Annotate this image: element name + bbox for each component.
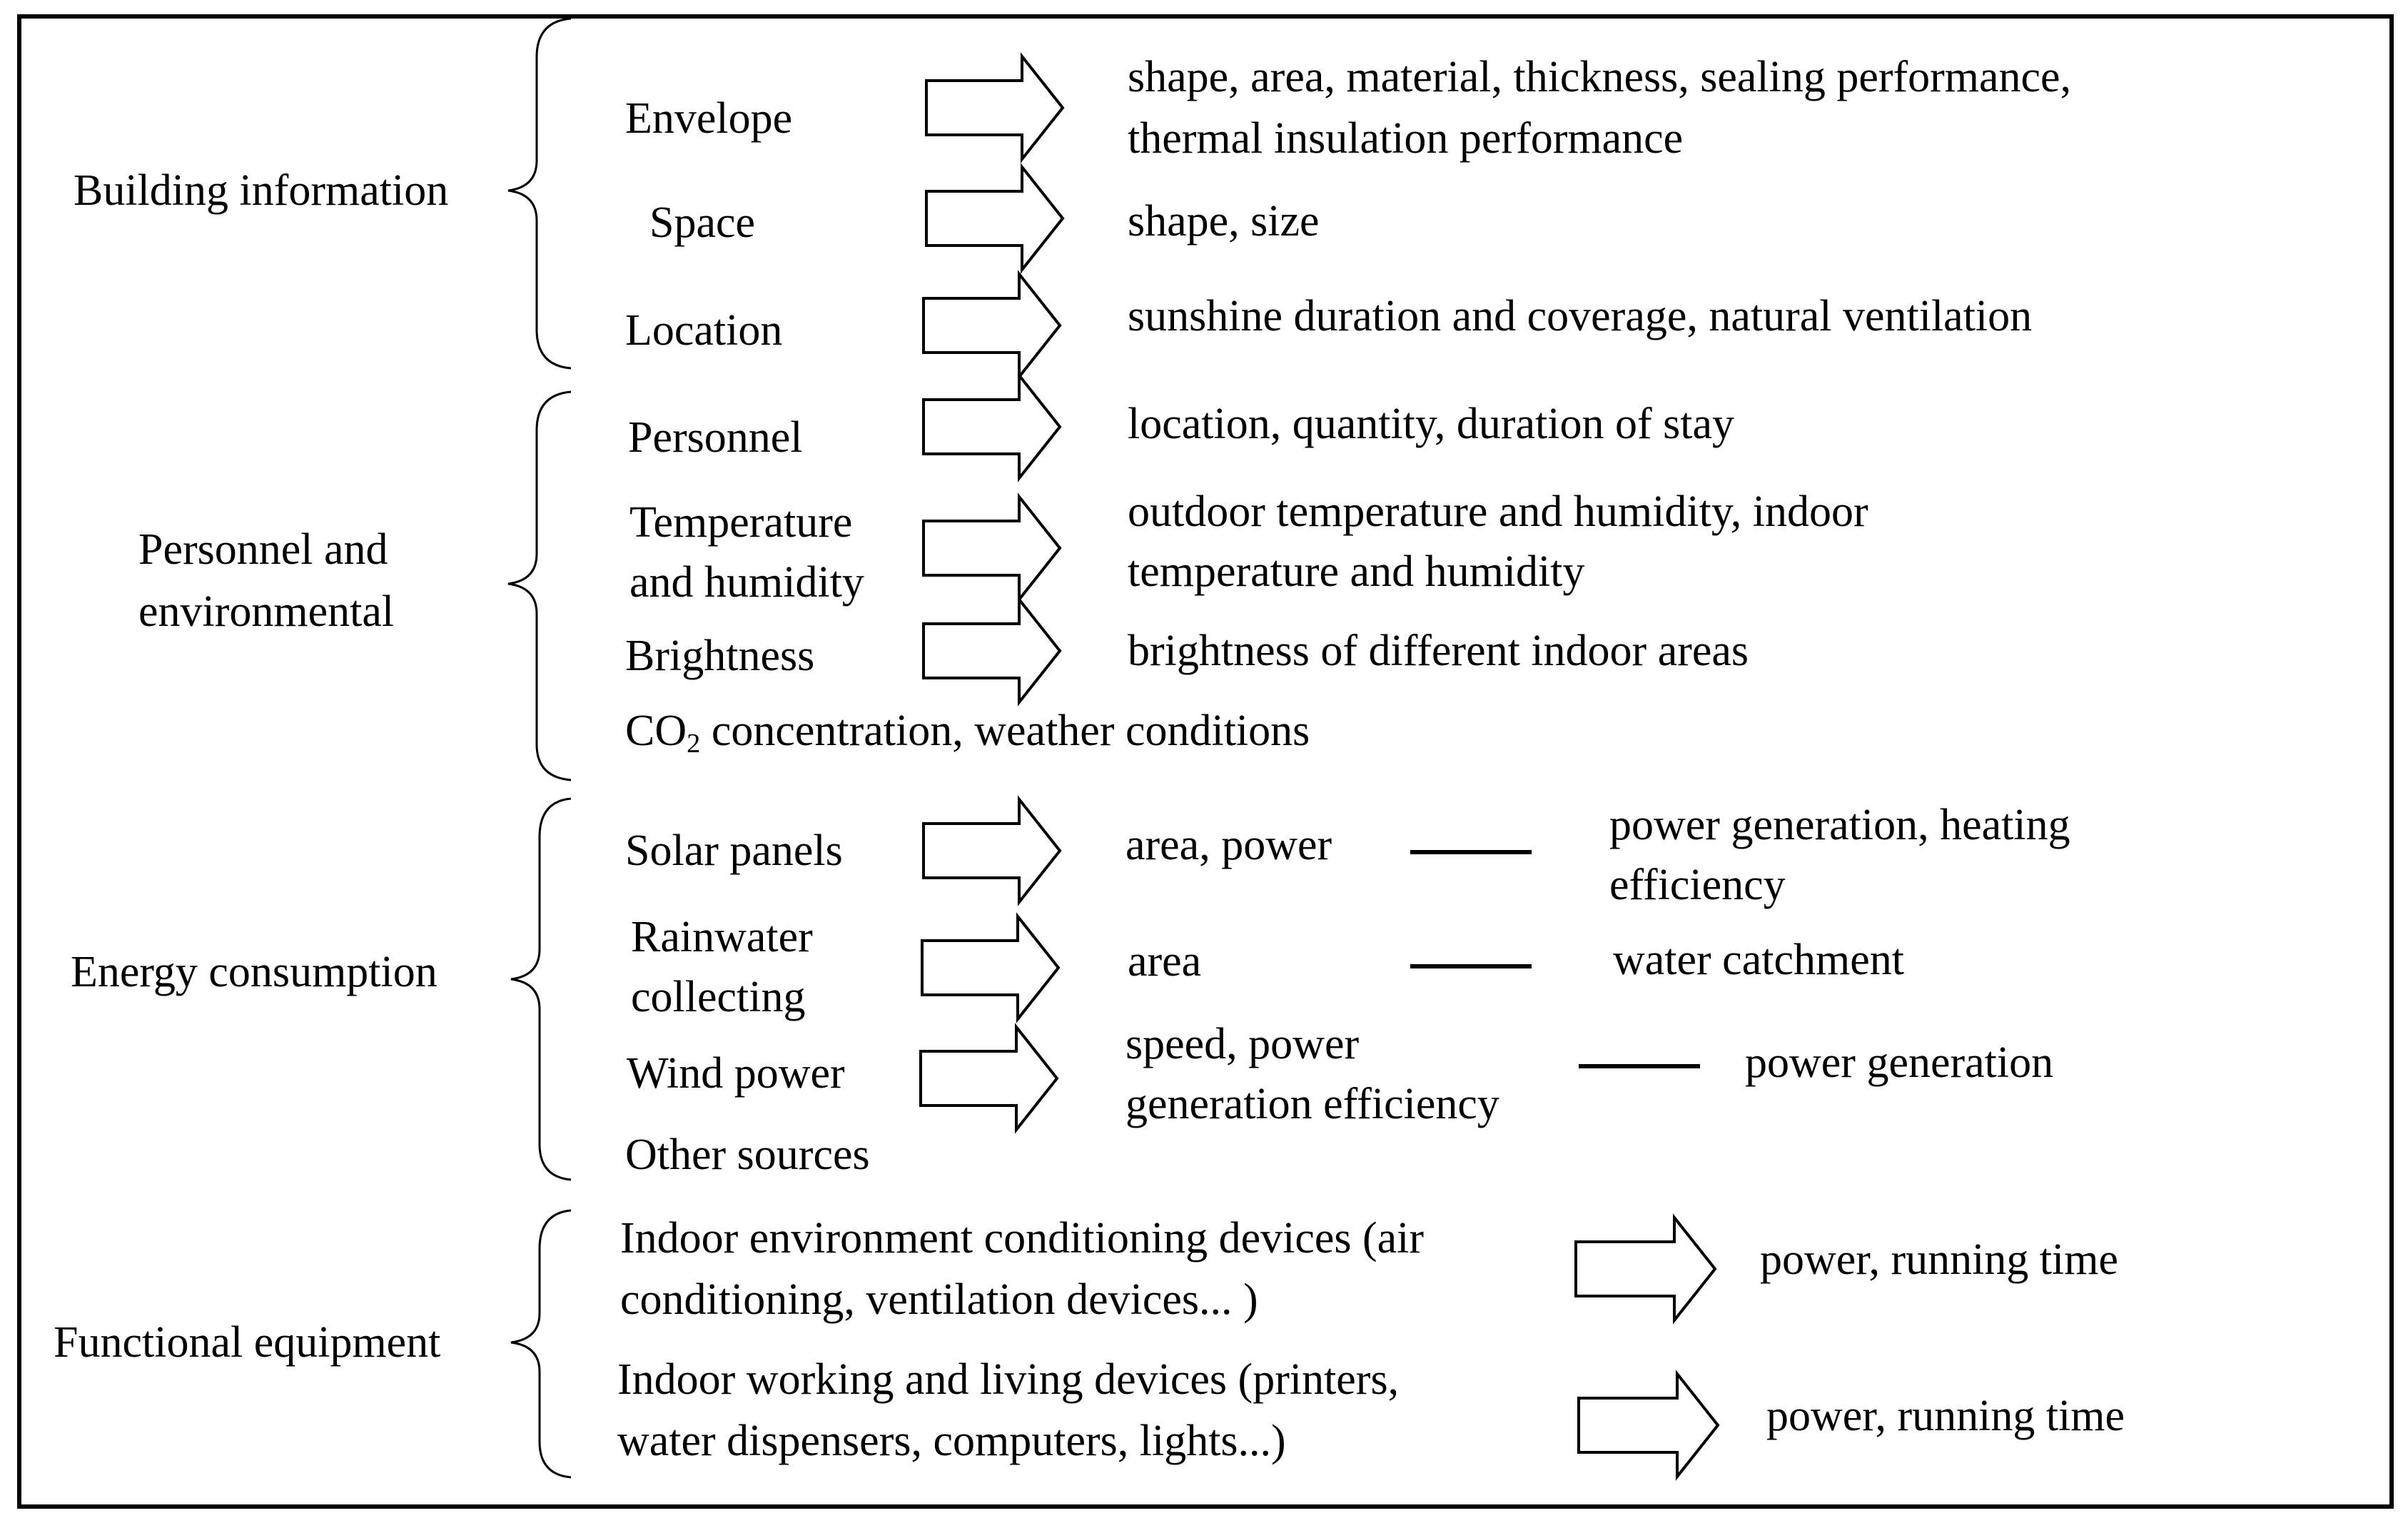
attr-indoor-working: power, running time [1766, 1392, 2125, 1440]
co2-prefix: CO [625, 707, 687, 756]
co2-suffix: concentration, weather conditions [700, 707, 1310, 756]
attr-personnel: location, quantity, duration of stay [1128, 400, 1735, 448]
item-envelope: Envelope [625, 94, 793, 143]
brace-icon [511, 1210, 571, 1477]
item-brightness: Brightness [625, 632, 815, 680]
item-indoor-working-line1: Indoor working and living devices (printers, [617, 1355, 1400, 1404]
arrow-right-icon [924, 375, 1060, 478]
group-label-functional-equipment: Functional equipment [54, 1318, 441, 1367]
attr-solar-panels: area, power [1125, 821, 1332, 869]
arrow-right-icon [926, 56, 1063, 159]
output-wind: power generation [1745, 1038, 2054, 1087]
item-co2-weather [625, 701, 1310, 774]
arrow-right-icon [922, 916, 1058, 1019]
item-personnel: Personnel [628, 413, 803, 462]
attr-envelope-line1: shape, area, material, thickness, sealing performance, [1128, 53, 2072, 101]
attr-wind-line2: generation efficiency [1125, 1080, 1499, 1128]
co2-subscript: 2 [687, 728, 701, 759]
item-rainwater-line2: collecting [631, 973, 806, 1021]
attr-temperature-line2: temperature and humidity [1128, 547, 1585, 596]
attr-rainwater: area [1128, 937, 1202, 986]
attr-brightness: brightness of different indoor areas [1128, 627, 1749, 675]
group-label-energy-consumption: Energy consumption [71, 948, 437, 996]
attr-location: sunshine duration and coverage, natural ventilation [1128, 292, 2033, 340]
item-indoor-env-line1: Indoor environment conditioning devices (air [620, 1214, 1425, 1263]
arrow-right-icon [1579, 1374, 1718, 1477]
attr-space: shape, size [1128, 197, 1320, 246]
arrow-right-icon [924, 599, 1060, 702]
item-other-sources: Other sources [625, 1130, 870, 1179]
item-location: Location [625, 306, 783, 355]
arrow-right-icon [926, 167, 1063, 270]
attr-indoor-env: power, running time [1760, 1235, 2119, 1284]
item-indoor-working-line2: water dispensers, computers, lights...) [617, 1417, 1286, 1465]
attr-envelope-line2: thermal insulation performance [1128, 114, 1684, 163]
output-solar-line1: power generation, heating [1609, 801, 2070, 849]
output-solar-line2: efficiency [1609, 861, 1786, 909]
group-label-personnel-line1: Personnel and [138, 525, 388, 574]
item-temperature-line2: and humidity [629, 558, 864, 607]
arrow-right-icon [921, 1027, 1057, 1130]
arrow-right-icon [924, 799, 1060, 902]
arrow-right-icon [924, 497, 1060, 599]
output-rainwater: water catchment [1613, 936, 1904, 984]
brace-icon [508, 392, 571, 780]
item-indoor-env-line2: conditioning, ventilation devices... ) [620, 1275, 1258, 1324]
attr-wind-line1: speed, power [1125, 1020, 1360, 1068]
item-space: Space [649, 198, 756, 247]
group-label-building-information: Building information [74, 166, 449, 215]
item-wind-power: Wind power [627, 1049, 845, 1098]
item-temperature-line1: Temperature [629, 498, 853, 547]
arrow-right-icon [924, 274, 1060, 377]
attr-temperature-line1: outdoor temperature and humidity, indoor [1128, 487, 1868, 536]
arrow-right-icon [1576, 1218, 1715, 1320]
item-solar-panels: Solar panels [625, 826, 843, 875]
brace-icon [511, 799, 571, 1180]
item-rainwater-line1: Rainwater [631, 913, 813, 961]
group-label-personnel-line2: environmental [138, 587, 395, 636]
brace-icon [508, 19, 571, 368]
